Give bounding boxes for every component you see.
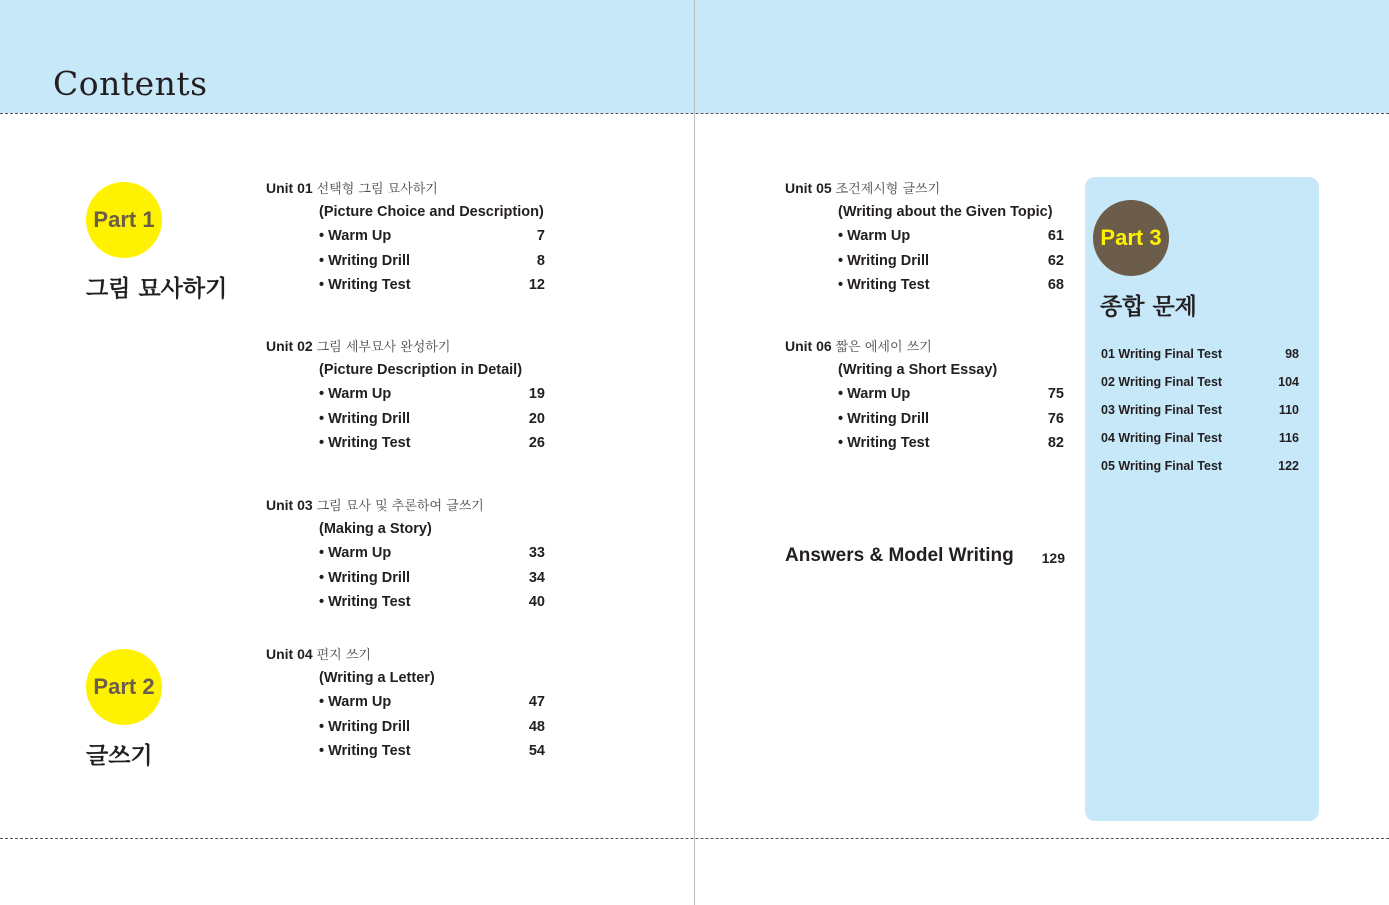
top-divider bbox=[0, 113, 1389, 114]
final-test-entry[interactable] bbox=[1101, 397, 1299, 425]
unit-korean-title: 그림 세부묘사 완성하기 bbox=[316, 340, 451, 355]
unit-english-title: (Writing a Short Essay) bbox=[838, 362, 998, 378]
page-number: 75 bbox=[1047, 386, 1064, 402]
page-number: 122 bbox=[1278, 459, 1299, 473]
unit-korean-title: 조건제시형 글쓰기 bbox=[835, 182, 941, 197]
toc-entry[interactable] bbox=[319, 407, 545, 432]
part2-badge: Part 2 bbox=[86, 649, 162, 725]
unit-heading bbox=[785, 176, 1075, 200]
page-title: Contents bbox=[53, 64, 208, 103]
unit-number: Unit 02 bbox=[266, 338, 313, 354]
unit-korean-title: 선택형 그림 묘사하기 bbox=[316, 182, 438, 197]
entry-label: • Writing Drill bbox=[838, 410, 930, 427]
unit-english-title: (Picture Description in Detail) bbox=[319, 362, 523, 378]
entry-label: • Writing Drill bbox=[319, 718, 411, 735]
page-number: 61 bbox=[1047, 228, 1064, 244]
unit-01 bbox=[266, 176, 556, 298]
toc-entry[interactable] bbox=[319, 739, 545, 764]
entry-label: • Writing Drill bbox=[838, 252, 930, 269]
unit-number: Unit 05 bbox=[785, 180, 832, 196]
unit-english-title: (Picture Choice and Description) bbox=[319, 204, 544, 220]
toc-entry[interactable] bbox=[838, 407, 1064, 432]
entry-label: • Writing Drill bbox=[319, 410, 411, 427]
toc-entry[interactable] bbox=[319, 715, 545, 740]
unit-04 bbox=[266, 642, 556, 764]
entry-label: • Warm Up bbox=[838, 386, 911, 402]
part3-title: 종합 문제 bbox=[1100, 294, 1197, 320]
final-test-entry[interactable] bbox=[1101, 369, 1299, 397]
final-test-label: 03 Writing Final Test bbox=[1101, 403, 1223, 417]
part1-badge: Part 1 bbox=[86, 182, 162, 258]
entry-label: • Writing Drill bbox=[319, 252, 411, 269]
page-number: 104 bbox=[1278, 375, 1299, 389]
unit-06 bbox=[785, 334, 1075, 456]
final-test-entry[interactable] bbox=[1101, 341, 1299, 369]
toc-entry[interactable] bbox=[319, 566, 545, 591]
unit-heading bbox=[266, 334, 556, 358]
entry-label: • Warm Up bbox=[838, 228, 911, 244]
toc-entry[interactable] bbox=[319, 224, 545, 249]
page-gutter bbox=[694, 0, 695, 905]
final-test-entry[interactable] bbox=[1101, 425, 1299, 453]
unit-number: Unit 04 bbox=[266, 646, 313, 662]
entry-label: • Writing Test bbox=[838, 435, 930, 451]
entry-label: • Writing Test bbox=[838, 277, 930, 293]
unit-korean-title: 편지 쓰기 bbox=[316, 648, 371, 663]
page-number: 26 bbox=[528, 435, 545, 451]
page-number: 34 bbox=[528, 569, 545, 586]
page-number: 12 bbox=[528, 277, 545, 293]
entry-label: • Writing Test bbox=[319, 435, 411, 451]
page-number: 33 bbox=[528, 545, 545, 561]
final-test-label: 05 Writing Final Test bbox=[1101, 459, 1223, 473]
unit-02 bbox=[266, 334, 556, 456]
page-number: 110 bbox=[1278, 403, 1299, 417]
entry-label: • Warm Up bbox=[319, 545, 392, 561]
unit-03 bbox=[266, 493, 556, 615]
unit-korean-title: 짧은 에세이 쓰기 bbox=[835, 340, 932, 355]
unit-number: Unit 06 bbox=[785, 338, 832, 354]
unit-english-title: (Writing about the Given Topic) bbox=[838, 204, 1053, 220]
toc-entry[interactable] bbox=[319, 431, 545, 456]
toc-entry[interactable] bbox=[838, 273, 1064, 298]
page-number: 20 bbox=[528, 410, 545, 427]
part2-title: 글쓰기 bbox=[86, 743, 153, 769]
page-number: 116 bbox=[1278, 431, 1299, 445]
toc-entry[interactable] bbox=[319, 690, 545, 715]
final-test-label: 01 Writing Final Test bbox=[1101, 347, 1223, 361]
page-number: 68 bbox=[1047, 277, 1064, 293]
page-number: 48 bbox=[528, 718, 545, 735]
entry-label: • Writing Test bbox=[319, 594, 411, 610]
answers-label: Answers & Model Writing bbox=[785, 545, 1014, 566]
final-test-label: 02 Writing Final Test bbox=[1101, 375, 1223, 389]
entry-label: • Writing Drill bbox=[319, 569, 411, 586]
answers-page: 129 bbox=[1041, 550, 1065, 566]
part1-title: 그림 묘사하기 bbox=[86, 276, 228, 302]
unit-number: Unit 03 bbox=[266, 497, 313, 513]
entry-label: • Writing Test bbox=[319, 743, 411, 759]
page-number: 7 bbox=[536, 228, 545, 244]
final-test-list bbox=[1101, 341, 1299, 481]
page-number: 82 bbox=[1047, 435, 1064, 451]
entry-label: • Warm Up bbox=[319, 386, 392, 402]
unit-05 bbox=[785, 176, 1075, 298]
entry-label: • Warm Up bbox=[319, 694, 392, 710]
unit-english-title: (Making a Story) bbox=[319, 521, 432, 537]
page-number: 40 bbox=[528, 594, 545, 610]
page-number: 98 bbox=[1285, 347, 1299, 361]
toc-entry[interactable] bbox=[319, 541, 545, 566]
unit-number: Unit 01 bbox=[266, 180, 313, 196]
final-test-entry[interactable] bbox=[1101, 453, 1299, 481]
answers-entry[interactable] bbox=[785, 545, 1065, 567]
toc-entry[interactable] bbox=[319, 273, 545, 298]
entry-label: • Warm Up bbox=[319, 228, 392, 244]
part3-badge: Part 3 bbox=[1093, 200, 1169, 276]
toc-entry[interactable] bbox=[838, 382, 1064, 407]
entry-label: • Writing Test bbox=[319, 277, 411, 293]
unit-english-title: (Writing a Letter) bbox=[319, 670, 435, 686]
toc-entry[interactable] bbox=[319, 590, 545, 615]
page-number: 62 bbox=[1047, 252, 1064, 269]
final-test-label: 04 Writing Final Test bbox=[1101, 431, 1223, 445]
page-number: 76 bbox=[1047, 410, 1064, 427]
page-number: 47 bbox=[528, 694, 545, 710]
unit-heading bbox=[266, 493, 556, 517]
toc-entry[interactable] bbox=[319, 249, 545, 274]
page-number: 8 bbox=[536, 252, 545, 269]
toc-entry[interactable] bbox=[838, 224, 1064, 249]
bottom-divider bbox=[0, 838, 1389, 839]
unit-heading bbox=[266, 176, 556, 200]
page-number: 19 bbox=[528, 386, 545, 402]
unit-korean-title: 그림 묘사 및 추론하여 글쓰기 bbox=[316, 499, 484, 514]
unit-heading bbox=[785, 334, 1075, 358]
toc-entry[interactable] bbox=[838, 249, 1064, 274]
toc-entry[interactable] bbox=[319, 382, 545, 407]
page-number: 54 bbox=[528, 743, 545, 759]
unit-heading bbox=[266, 642, 556, 666]
toc-entry[interactable] bbox=[838, 431, 1064, 456]
